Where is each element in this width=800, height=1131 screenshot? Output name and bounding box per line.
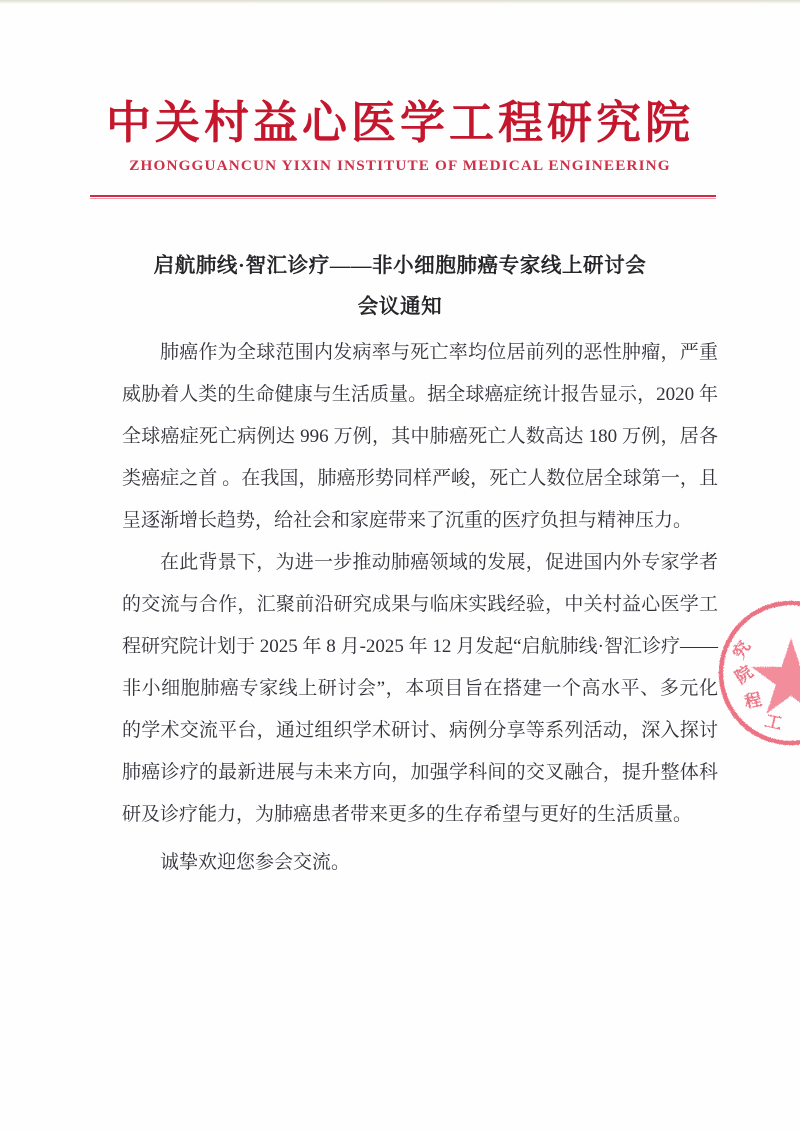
svg-text:院: 院 [731,662,757,688]
letterhead [0,96,800,175]
document-body [122,332,718,884]
document-title [0,246,800,328]
organization-name-english: ZHONGGUANCUN YIXIN INSTITUTE OF MEDICAL ENGINEERING [129,156,671,174]
document-title-line-1: 启航肺线·智汇诊疗——非小细胞肺癌专家线上研讨会 [153,255,647,277]
body-paragraph-1: 肺癌作为全球范围内发病率与死亡率均位居前列的恶性肿瘤，严重威胁着人类的生命健康与生活质量。据全球癌症统计报告显示，2020 年全球癌症死亡病例达 996 万例，其中肺癌死亡人数高达 180 万例，居各类癌症之首 。在我国，肺癌形势同样严峻，死亡人数位居全球第一，且呈逐渐增长趋势，给社会和家庭带来了沉重的医疗负担与精神压力。 [122,342,718,531]
header-divider-rule [90,195,716,197]
svg-text:工: 工 [763,711,784,734]
official-seal-stamp [716,598,800,748]
document-title-line-2: 会议通知 [357,296,443,318]
svg-text:程: 程 [742,689,764,712]
organization-name-chinese: 中关村益心医学工程研究院 [105,98,694,148]
body-closing-line: 诚挚欢迎您参会交流。 [160,852,351,873]
header-divider-rule-secondary [90,198,716,199]
scan-edge [0,0,800,4]
body-paragraph-2: 在此背景下，为进一步推动肺癌领域的发展，促进国内外专家学者的交流与合作，汇聚前沿研究成果与临床实践经验，中关村益心医学工程研究院计划于 2025 年 8 月-2025 年 12 月发起“启航肺线·智汇诊疗——非小细胞肺癌专家线上研讨会”，本项目旨在搭建一个高水平、多元化的学术交流平台，通过组织学术研讨、病例分享等系列活动，深入探讨肺癌诊疗的最新进展与未来方向，加强学科间的交叉融合，提升整体科研及诊疗能力，为肺癌患者带来更多的生存希望与更好的生活质量。 [122,552,718,825]
svg-text:究: 究 [729,637,755,663]
